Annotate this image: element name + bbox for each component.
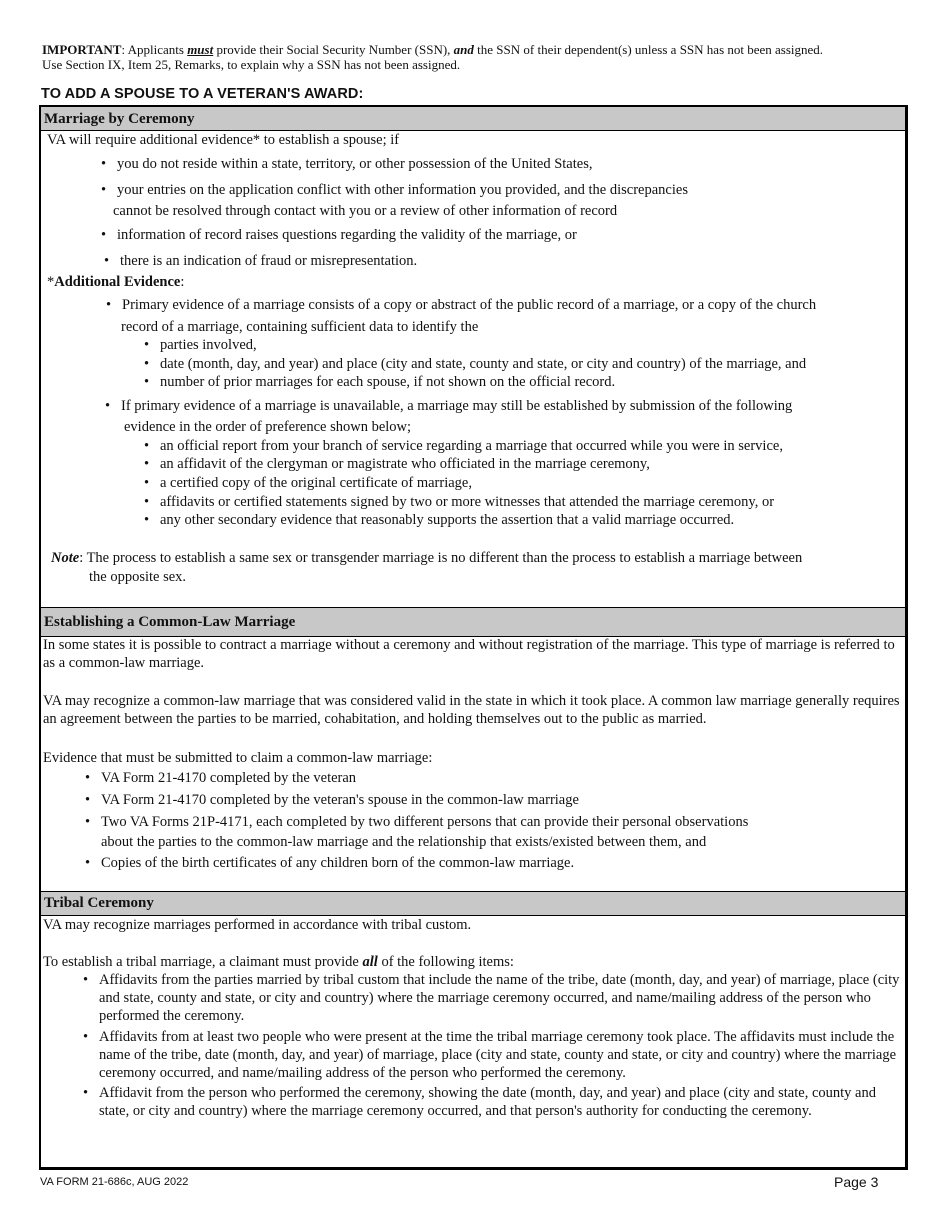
page-number: Page 3 [834, 1174, 879, 1190]
note-continued: the opposite sex. [89, 569, 187, 585]
note-line: Note: The process to establish a same sex or transgender marriage is no different than the process to establish a marriage between [51, 550, 803, 566]
important-text: : Applicants [121, 42, 188, 57]
tribal-intro: VA may recognize marriages performed in accordance with tribal custom. [43, 917, 472, 933]
primary-subitem: • date (month, day, and year) and place (city and state, county and state, or city and country) of the marriage, and [144, 356, 807, 372]
important-notice [42, 42, 902, 72]
tribal-item: Affidavit from the person who performed the ceremony, showing the date (month, day, and year) and place (city and state, county and state, or city and country) where the marriage ceremony occurred, and that person's authority for conducting the ceremony. [99, 1085, 876, 1119]
tribal-item: Affidavits from at least two people who were present at the time the tribal marriage ceremony took place. The affidavits must include the name of the tribe, date (month, day, and year) of marriage, place (city and state, county and state, or city and country) where the marriage ceremony occurred, and name/mailing address of the person who performed the ceremony. [99, 1029, 897, 1081]
secondary-subitem: • any other secondary evidence that reasonably supports the assertion that a valid marriage occurred. [144, 512, 735, 528]
condition-item: • your entries on the application conflict with other information you provided, and the discrepancies [101, 182, 688, 198]
ceremony-intro: VA will require additional evidence* to establish a spouse; if [47, 132, 400, 148]
condition-item: • there is an indication of fraud or misrepresentation. [104, 253, 418, 269]
form-identifier: VA FORM 21-686c, AUG 2022 [40, 1176, 189, 1188]
common-law-item: • Copies of the birth certificates of any children born of the common-law marriage. [85, 855, 575, 871]
common-law-item: • VA Form 21-4170 completed by the veteran [85, 770, 357, 786]
secondary-subitem: • an affidavit of the clergyman or magistrate who officiated in the marriage ceremony, [144, 456, 650, 472]
instructions-box [39, 105, 908, 1170]
primary-evidence-continued: record of a marriage, containing sufficient data to identify the [121, 319, 479, 335]
condition-continued: cannot be resolved through contact with you or a review of other information of record [113, 203, 618, 219]
important-label: IMPORTANT [42, 42, 122, 57]
common-law-header: Establishing a Common-Law Marriage [41, 607, 905, 637]
secondary-evidence-item: • If primary evidence of a marriage is unavailable, a marriage may still be established by submission of the following [105, 398, 793, 414]
important-line2: Use Section IX, Item 25, Remarks, to explain why a SSN has not been assigned. [42, 57, 461, 72]
must-emphasis: must [187, 42, 214, 57]
tribal-item: Affidavits from the parties married by tribal custom that include the name of the tribe, date (month, day, and year) of marriage, place (city and state, county and state, or city and country) where the marriage ceremony occurred, and name/mailing address of the person who performed the ceremony. [99, 972, 900, 1024]
common-law-item-continued: about the parties to the common-law marriage and the relationship that exists/existed between them, and [101, 834, 707, 850]
important-text: the SSN of their dependent(s) unless a SSN has not been assigned. [473, 42, 824, 57]
secondary-subitem: • affidavits or certified statements signed by two or more witnesses that attended the marriage ceremony, or [144, 494, 775, 510]
condition-item: • information of record raises questions regarding the validity of the marriage, or [101, 227, 577, 243]
tribal-requirement: To establish a tribal marriage, a claimant must provide all of the following items: [43, 954, 514, 970]
primary-subitem: • parties involved, [144, 337, 257, 353]
secondary-subitem: • a certified copy of the original certificate of marriage, [144, 475, 472, 491]
ceremony-header: Marriage by Ceremony [41, 107, 905, 131]
common-law-item: • Two VA Forms 21P-4171, each completed by two different persons that can provide their personal observations [85, 814, 749, 830]
common-law-para1: In some states it is possible to contract a marriage without a ceremony and without registration of the marriage. This type of marriage is referred to as a common-law marriage. [43, 637, 895, 671]
secondary-subitem: • an official report from your branch of service regarding a marriage that occurred while you were in service, [144, 438, 783, 454]
tribal-item-bullet: • [83, 1085, 89, 1101]
secondary-evidence-continued: evidence in the order of preference shown below; [124, 419, 412, 435]
condition-item: • you do not reside within a state, territory, or other possession of the United States, [101, 156, 593, 172]
common-law-para2: VA may recognize a common-law marriage that was considered valid in the state in which it took place. A common law marriage generally requires an agreement between the parties to be married, cohabitation, and holding themselves out to the public as married. [43, 693, 900, 727]
common-law-item: • VA Form 21-4170 completed by the veteran's spouse in the common-law marriage [85, 792, 579, 808]
section-heading: TO ADD A SPOUSE TO A VETERAN'S AWARD: [41, 86, 364, 102]
and-emphasis: and [453, 42, 474, 57]
tribal-item-bullet: • [83, 1029, 89, 1045]
primary-evidence-item: • Primary evidence of a marriage consists of a copy or abstract of the public record of a marriage, or a copy of the church [106, 297, 817, 313]
primary-subitem: • number of prior marriages for each spouse, if not shown on the official record. [144, 374, 616, 390]
tribal-header: Tribal Ceremony [41, 891, 905, 916]
common-law-evidence-intro: Evidence that must be submitted to claim a common-law marriage: [43, 750, 433, 766]
important-text: provide their Social Security Number (SSN), [213, 42, 454, 57]
tribal-item-bullet: • [83, 972, 89, 988]
additional-evidence-label: *Additional Evidence: [47, 274, 185, 290]
